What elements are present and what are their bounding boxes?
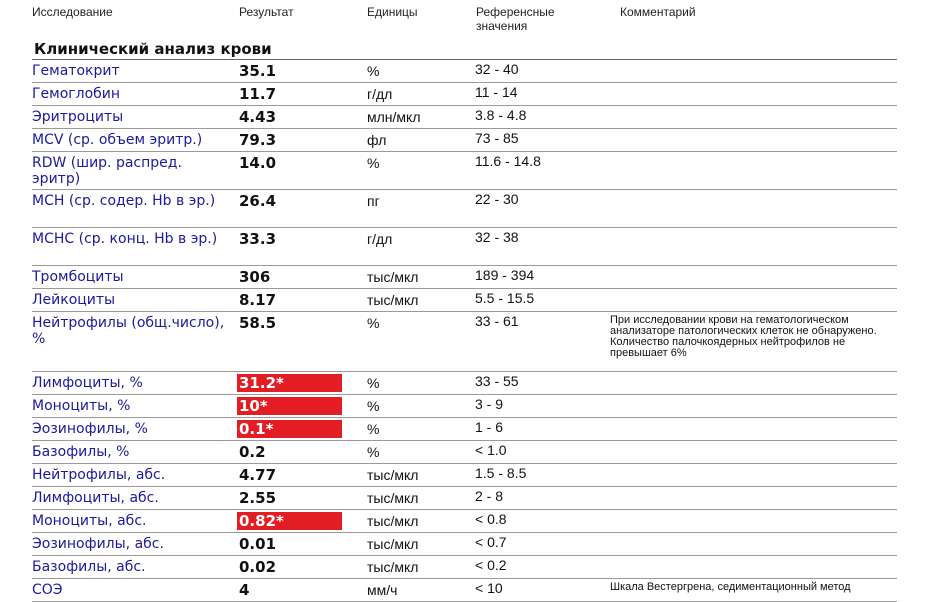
header-result: Результат (239, 5, 294, 19)
comment: При исследовании крови на гематологическом анализаторе патологических клеток не обнаружено. Количество палочкоядерных нейтрофилов не превышает 6% (610, 314, 877, 359)
test-name: Базофилы, % (32, 444, 130, 460)
reference-range: 22 - 30 (475, 191, 519, 207)
result-value: 4.43 (239, 108, 277, 126)
reference-range: 11.6 - 14.8 (475, 153, 541, 169)
reference-range: 32 - 40 (475, 61, 519, 77)
test-name: MCHC (ср. конц. Hb в эр.) (32, 231, 218, 247)
result-value: 4 (239, 581, 250, 599)
units: млн/мкл (367, 109, 421, 125)
result-value: 11.7 (239, 85, 277, 103)
test-name: Эозинофилы, абс. (32, 536, 164, 552)
test-name: Эозинофилы, % (32, 421, 148, 437)
units: % (367, 444, 380, 460)
test-name: Базофилы, абс. (32, 559, 146, 575)
units: % (367, 375, 380, 391)
units: % (367, 398, 380, 414)
reference-range: 5.5 - 15.5 (475, 290, 535, 306)
result-value: 0.02 (239, 558, 277, 576)
header-test: Исследование (32, 5, 113, 19)
test-name: Лимфоциты, % (32, 375, 143, 391)
test-name: Тромбоциты (32, 269, 124, 285)
result-value: 35.1 (239, 62, 277, 80)
table-row (32, 129, 897, 152)
reference-range: 33 - 61 (475, 313, 519, 329)
units: г/дл (367, 231, 393, 247)
table-row (32, 60, 897, 83)
table-row (32, 83, 897, 106)
test-name: Моноциты, % (32, 398, 131, 414)
units: тыс/мкл (367, 467, 419, 483)
header-comment: Комментарий (620, 5, 696, 19)
table-row (32, 579, 897, 602)
reference-range: 1.5 - 8.5 (475, 465, 527, 481)
table-row (32, 228, 897, 266)
table-row (32, 152, 897, 190)
units: тыс/мкл (367, 513, 419, 529)
test-name: MCV (ср. объем эритр.) (32, 132, 203, 148)
table-row (32, 190, 897, 228)
table-row (32, 464, 897, 487)
test-name: СОЭ (32, 582, 63, 598)
units: % (367, 63, 380, 79)
reference-range: 2 - 8 (475, 488, 504, 504)
result-value-flagged: 31.2* (237, 374, 342, 392)
result-value: 8.17 (239, 291, 277, 309)
units: тыс/мкл (367, 269, 419, 285)
units: мм/ч (367, 582, 398, 598)
test-name: Нейтрофилы, абс. (32, 467, 166, 483)
table-row (32, 418, 897, 441)
test-name: Моноциты, абс. (32, 513, 147, 529)
reference-range: 3.8 - 4.8 (475, 107, 527, 123)
reference-range: < 1.0 (475, 442, 507, 458)
reference-range: 32 - 38 (475, 229, 519, 245)
units: % (367, 155, 380, 171)
table-row (32, 556, 897, 579)
result-value: 4.77 (239, 466, 277, 484)
table-row (32, 372, 897, 395)
result-value: 14.0 (239, 154, 277, 172)
section-title: Клинический анализ крови (32, 38, 897, 60)
table-row (32, 289, 897, 312)
units: тыс/мкл (367, 292, 419, 308)
test-name: Гематокрит (32, 63, 120, 79)
reference-range: 33 - 55 (475, 373, 519, 389)
reference-range: 189 - 394 (475, 267, 535, 283)
result-value: 306 (239, 268, 271, 286)
test-name: MCH (ср. содер. Hb в эр.) (32, 193, 216, 209)
reference-range: < 0.7 (475, 534, 507, 550)
table-row (32, 312, 897, 372)
table-row (32, 510, 897, 533)
table-row (32, 533, 897, 556)
test-name: Эритроциты (32, 109, 124, 125)
result-value: 2.55 (239, 489, 277, 507)
result-value-flagged: 10* (237, 397, 342, 415)
result-value: 0.01 (239, 535, 277, 553)
units: тыс/мкл (367, 559, 419, 575)
units: % (367, 315, 380, 331)
test-name: Лейкоциты (32, 292, 116, 308)
header-units: Единицы (367, 5, 418, 19)
units: тыс/мкл (367, 536, 419, 552)
test-name: Лимфоциты, абс. (32, 490, 159, 506)
table-row (32, 487, 897, 510)
test-name: Нейтрофилы (общ.число), % (32, 315, 225, 347)
table-header (0, 5, 927, 37)
reference-range: < 0.8 (475, 511, 507, 527)
units: % (367, 421, 380, 437)
reference-range: < 0.2 (475, 557, 507, 573)
result-value: 79.3 (239, 131, 277, 149)
units: пг (367, 193, 380, 209)
reference-range: 73 - 85 (475, 130, 519, 146)
comment: Шкала Вестергрена, седиментационный метод (610, 581, 851, 593)
reference-range: 11 - 14 (475, 84, 518, 100)
result-value: 33.3 (239, 230, 277, 248)
result-value-flagged: 0.1* (237, 420, 342, 438)
table-row (32, 106, 897, 129)
result-value-flagged: 0.82* (237, 512, 342, 530)
table-row (32, 395, 897, 418)
table-row (32, 266, 897, 289)
reference-range: 3 - 9 (475, 396, 504, 412)
result-value: 26.4 (239, 192, 277, 210)
units: тыс/мкл (367, 490, 419, 506)
units: фл (367, 132, 387, 148)
units: г/дл (367, 86, 393, 102)
table-row (32, 441, 897, 464)
reference-range: 1 - 6 (475, 419, 504, 435)
header-reference: Референсные значения (476, 5, 555, 33)
test-name: Гемоглобин (32, 86, 121, 102)
result-value: 58.5 (239, 314, 277, 332)
result-value: 0.2 (239, 443, 266, 461)
results-table (32, 60, 897, 602)
reference-range: < 10 (475, 580, 503, 596)
test-name: RDW (шир. распред. эритр) (32, 155, 182, 187)
